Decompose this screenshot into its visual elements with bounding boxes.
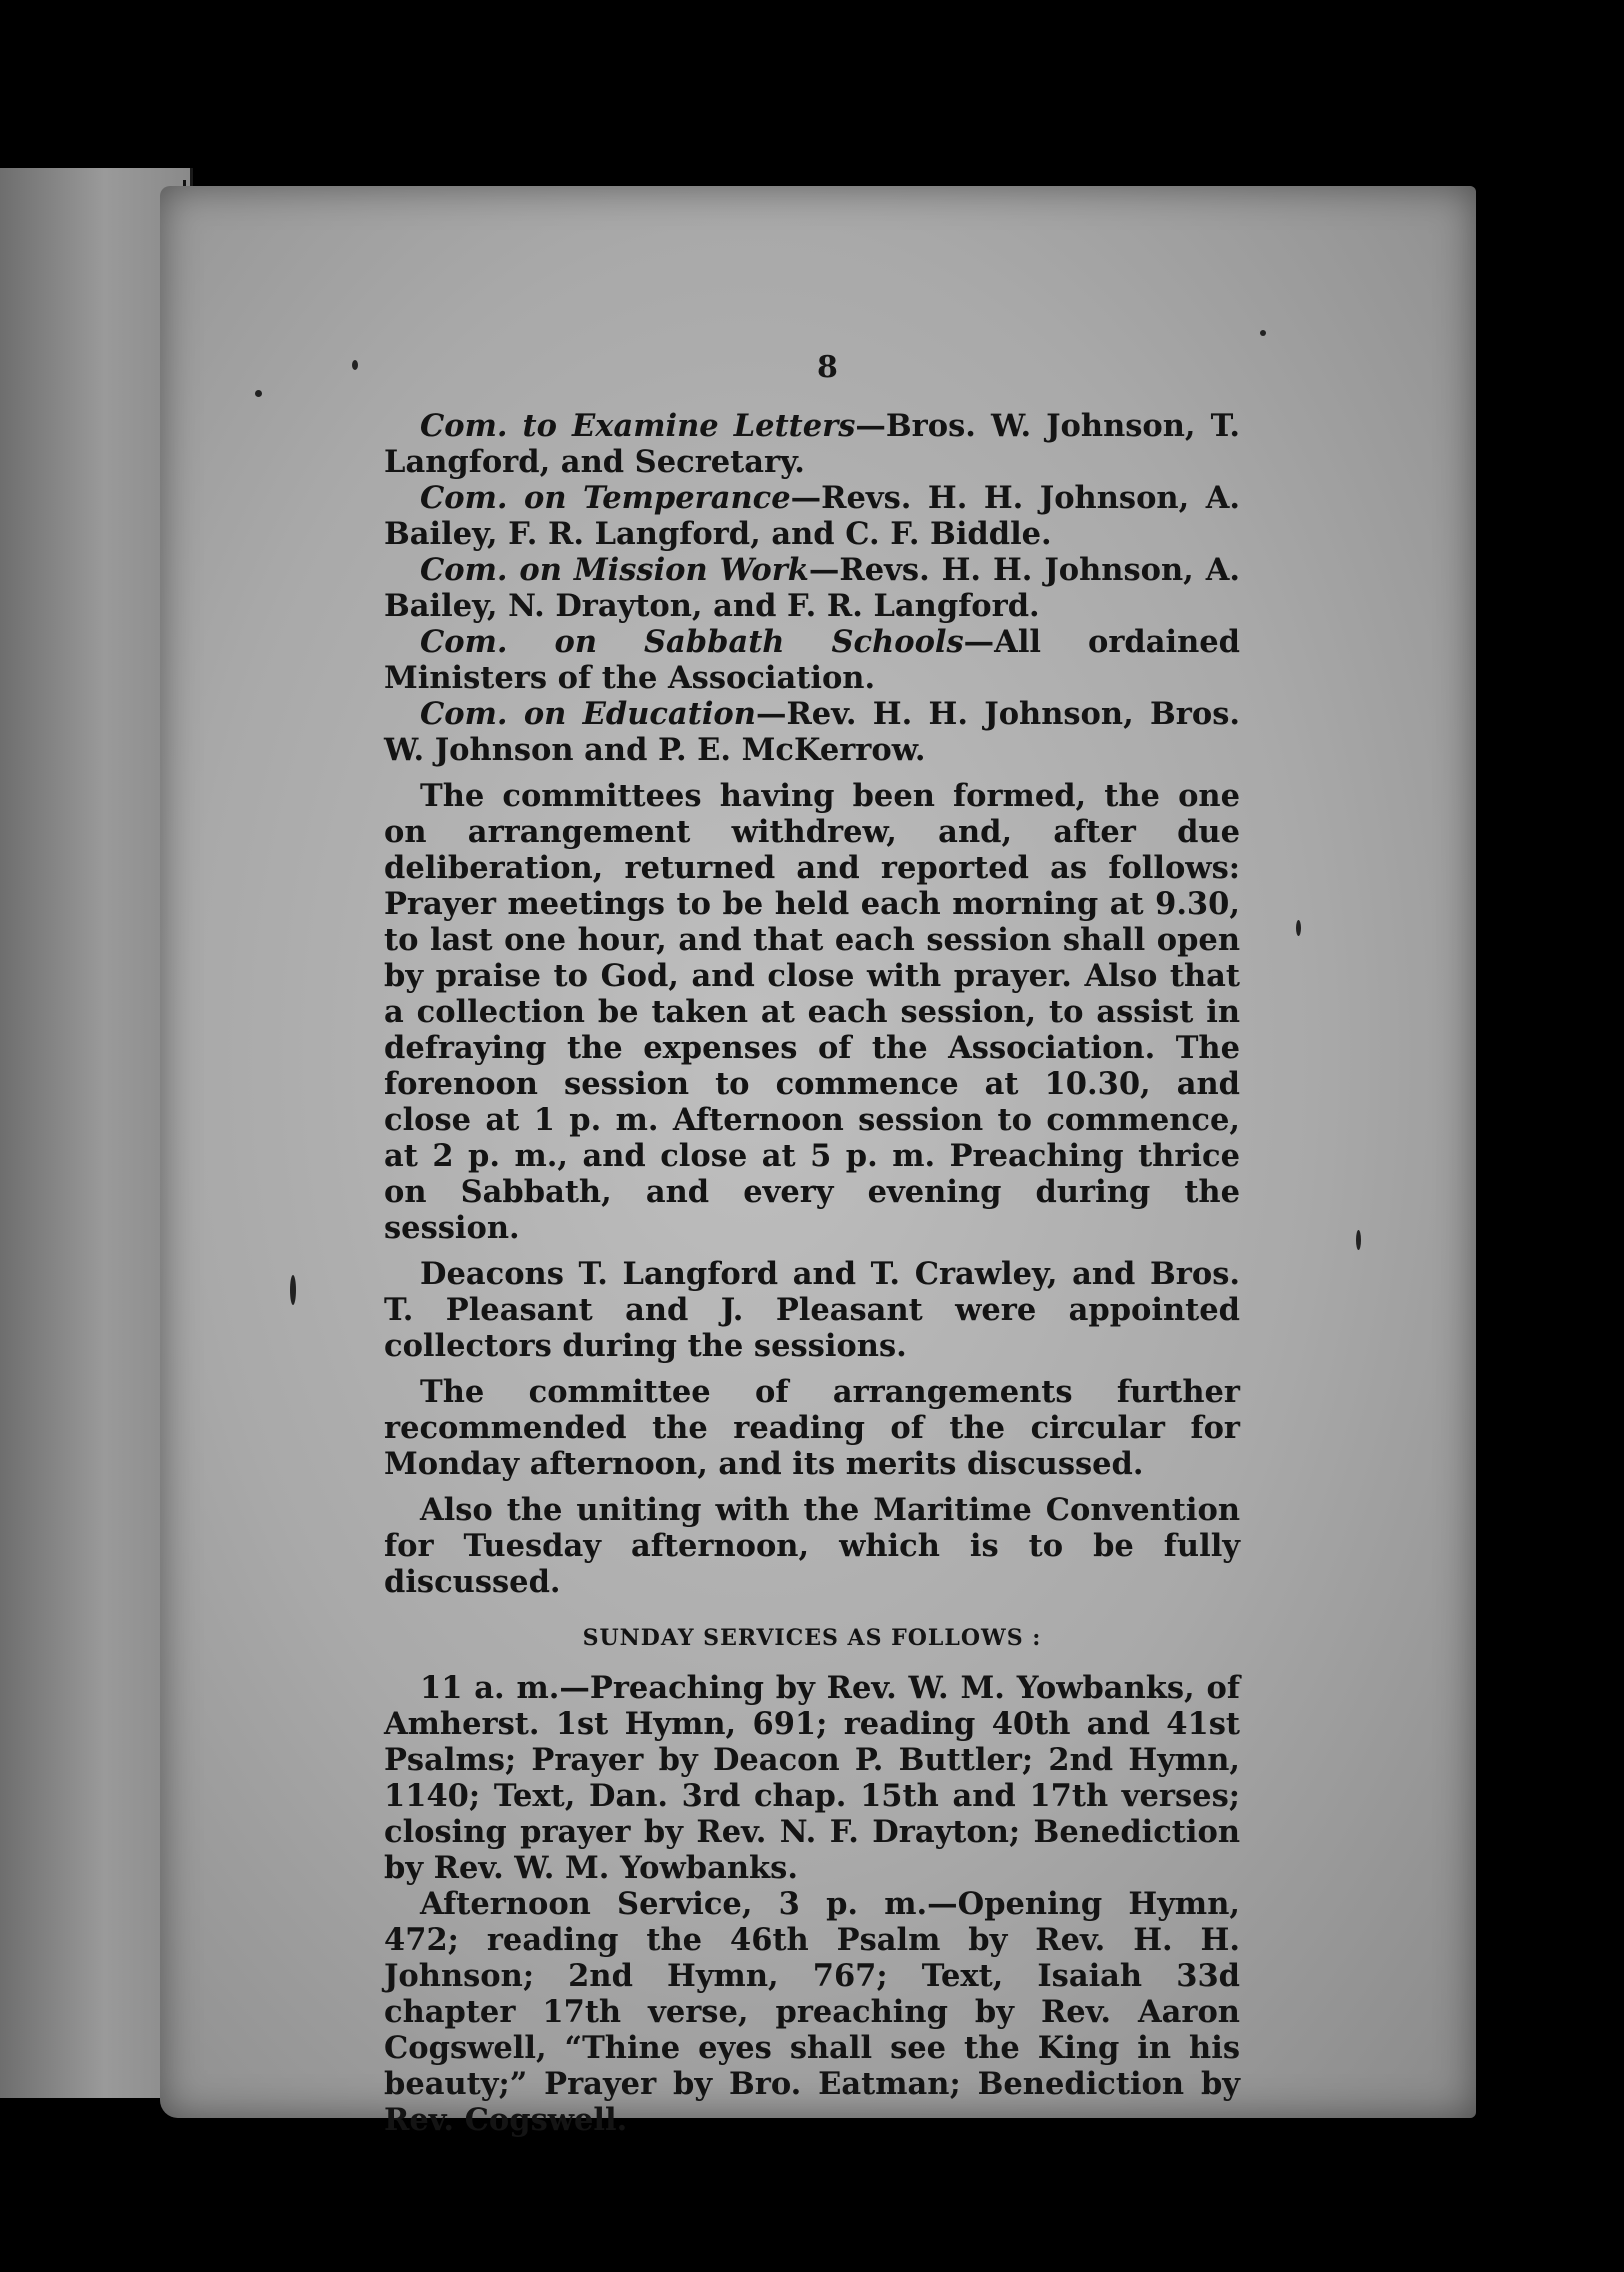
section-heading: SUNDAY SERVICES AS FOLLOWS :	[582, 1625, 1042, 1651]
committee-name: Com. on Education	[420, 696, 756, 732]
paragraph-arrangements: The committees having been formed, the one on arrangement withdrew, and, after due deliberation, returned and reported as follows: Prayer meetings to be held each morning at 9.30, to last one hour, and that each session shall open by praise to God, and close with prayer. Also that a collection be taken at each session, to assist in defraying the expenses of the Association. The forenoon session to commence at 10.30, and close at 1 p. m. Afternoon session to commence, at 2 p. m., and close at 5 p. m. Preaching thrice on Sabbath, and every evening during the session.	[384, 778, 1240, 1246]
committee-members: —Revs. H. H. Johnson, A. Bailey, F. R. Langford, and C. F. Biddle.	[384, 480, 1240, 552]
paragraph-morning-service: 11 a. m.—Preaching by Rev. W. M. Yowbanks, of Amherst. 1st Hymn, 691; reading 40th and 41st Psalms; Prayer by Deacon P. Buttler; 2nd Hymn, 1140; Text, Dan. 3rd chap. 15th and 17th verses; closing prayer by Rev. N. F. Drayton; Benediction by Rev. W. M. Yowbanks.	[384, 1670, 1240, 1886]
committee-members: —Bros. W. Johnson, T. Langford, and Secretary.	[384, 408, 1240, 480]
committee-name: Com. on Mission Work	[420, 552, 809, 588]
page-body	[384, 408, 1240, 2138]
page-number: 8	[817, 350, 838, 385]
committee-members: —All ordained Ministers of the Association.	[384, 624, 1240, 696]
ink-speck	[352, 360, 358, 370]
paragraph-collectors: Deacons T. Langford and T. Crawley, and Bros. T. Pleasant and J. Pleasant were appointed collectors during the sessions.	[384, 1256, 1240, 1364]
paragraph-convention: Also the uniting with the Maritime Convention for Tuesday afternoon, which is to be fully discussed.	[384, 1492, 1240, 1600]
paragraph-circular: The committee of arrangements further recommended the reading of the circular for Monday afternoon, and its merits discussed.	[384, 1374, 1240, 1482]
paragraph-com-letters	[384, 408, 1240, 480]
committee-name: Com. to Examine Letters	[420, 408, 856, 444]
paragraph-afternoon-service: Afternoon Service, 3 p. m.—Opening Hymn, 472; reading the 46th Psalm by Rev. H. H. Johnson; 2nd Hymn, 767; Text, Isaiah 33d chapter 17th verse, preaching by Rev. Aaron Cogswell, “Thine eyes shall see the King in his beauty;” Prayer by Bro. Eatman; Benediction by Rev. Cogswell.	[384, 1886, 1240, 2138]
paragraph-com-education	[384, 696, 1240, 768]
committee-name: Com. on Sabbath Schools	[420, 624, 964, 660]
committee-name: Com. on Temperance	[420, 480, 791, 516]
committee-members: —Rev. H. H. Johnson, Bros. W. Johnson and P. E. McKerrow.	[384, 696, 1240, 768]
committee-members: —Revs. H. H. Johnson, A. Bailey, N. Drayton, and F. R. Langford.	[384, 552, 1240, 624]
ink-speck	[290, 1275, 296, 1305]
paragraph-com-sabbath	[384, 624, 1240, 696]
ink-speck	[1356, 1230, 1361, 1250]
paragraph-com-mission	[384, 552, 1240, 624]
paragraph-com-temperance	[384, 480, 1240, 552]
ink-speck	[255, 390, 262, 397]
ink-speck	[1296, 920, 1301, 936]
ink-speck	[1260, 330, 1266, 336]
